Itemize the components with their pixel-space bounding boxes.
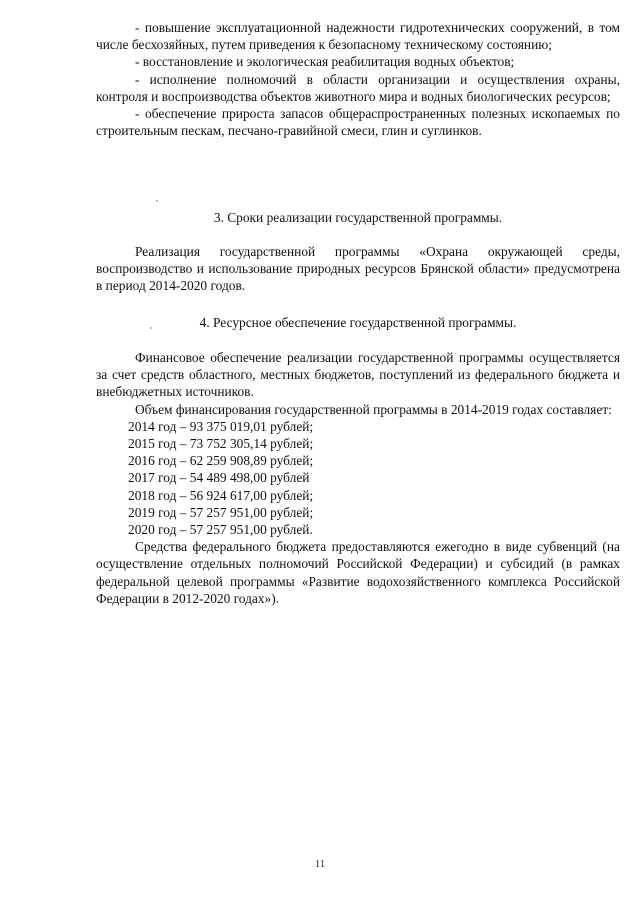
section-4-heading: 4. Ресурсное обеспечение государственной программы. xyxy=(199,315,517,330)
section-3-heading: 3. Сроки реализации государственной программы. xyxy=(213,210,503,225)
section-4-paragraph-federal: Средства федерального бюджета предоставляются ежегодно в виде субвенций (на осуществление отдельных полномочий Российской Федерации) и субсидий (в рамках федеральной целевой программы «Развитие водохозяйственного комплекса Российской Федерации в 2012-2020 годах»). xyxy=(96,539,620,606)
funding-year-line: 2019 год – 57 257 951,00 рублей; xyxy=(128,504,314,520)
funding-by-year-list xyxy=(96,418,620,538)
funding-year-line: 2014 год – 93 375 019,01 рублей; xyxy=(128,418,314,434)
objective-item: - повышение эксплуатационной надежности гидротехнических сооружений, в том числе бесхозяйных, путем приведения к безопасному техническому состоянию; xyxy=(96,20,620,53)
scan-speck xyxy=(150,327,152,329)
funding-year-line: 2020 год – 57 257 951,00 рублей. xyxy=(128,522,313,538)
section-4-body xyxy=(96,349,620,607)
page-number: 11 xyxy=(314,858,326,870)
objective-item: - обеспечение прироста запасов общераспространенных полезных ископаемых по строительным пескам, песчано-гравийной смеси, глин и суглинков. xyxy=(96,106,620,139)
section-3-paragraph: Реализация государственной программы «Охрана окружающей среды, воспроизводство и использование природных ресурсов Брянской области» предусмотрена в период 2014-2020 годов. xyxy=(96,244,620,294)
funding-year-line: 2017 год – 54 489 498,00 рублей xyxy=(128,470,310,486)
funding-year-line: 2016 год – 62 259 908,89 рублей; xyxy=(128,453,314,469)
objective-item: - восстановление и экологическая реабилитация водных объектов; xyxy=(135,54,515,70)
section-4-paragraph-volume: Объем финансирования государственной программы в 2014-2019 годах составляет: xyxy=(135,401,612,417)
section-4-paragraph-funding: Финансовое обеспечение реализации государственной программы осуществляется за счет средств областного, местных бюджетов, поступлений из федерального бюджета и внебюджетных источников. xyxy=(96,350,620,400)
funding-year-line: 2018 год – 56 924 617,00 рублей; xyxy=(128,487,314,503)
objectives-list xyxy=(96,19,620,139)
section-3-body xyxy=(96,243,620,295)
scan-speck xyxy=(156,200,158,202)
funding-year-line: 2015 год – 73 752 305,14 рублей; xyxy=(128,436,314,452)
objective-item: - исполнение полномочий в области организации и осуществления охраны, контроля и воспроизводства объектов животного мира и водных биологических ресурсов; xyxy=(96,71,620,104)
